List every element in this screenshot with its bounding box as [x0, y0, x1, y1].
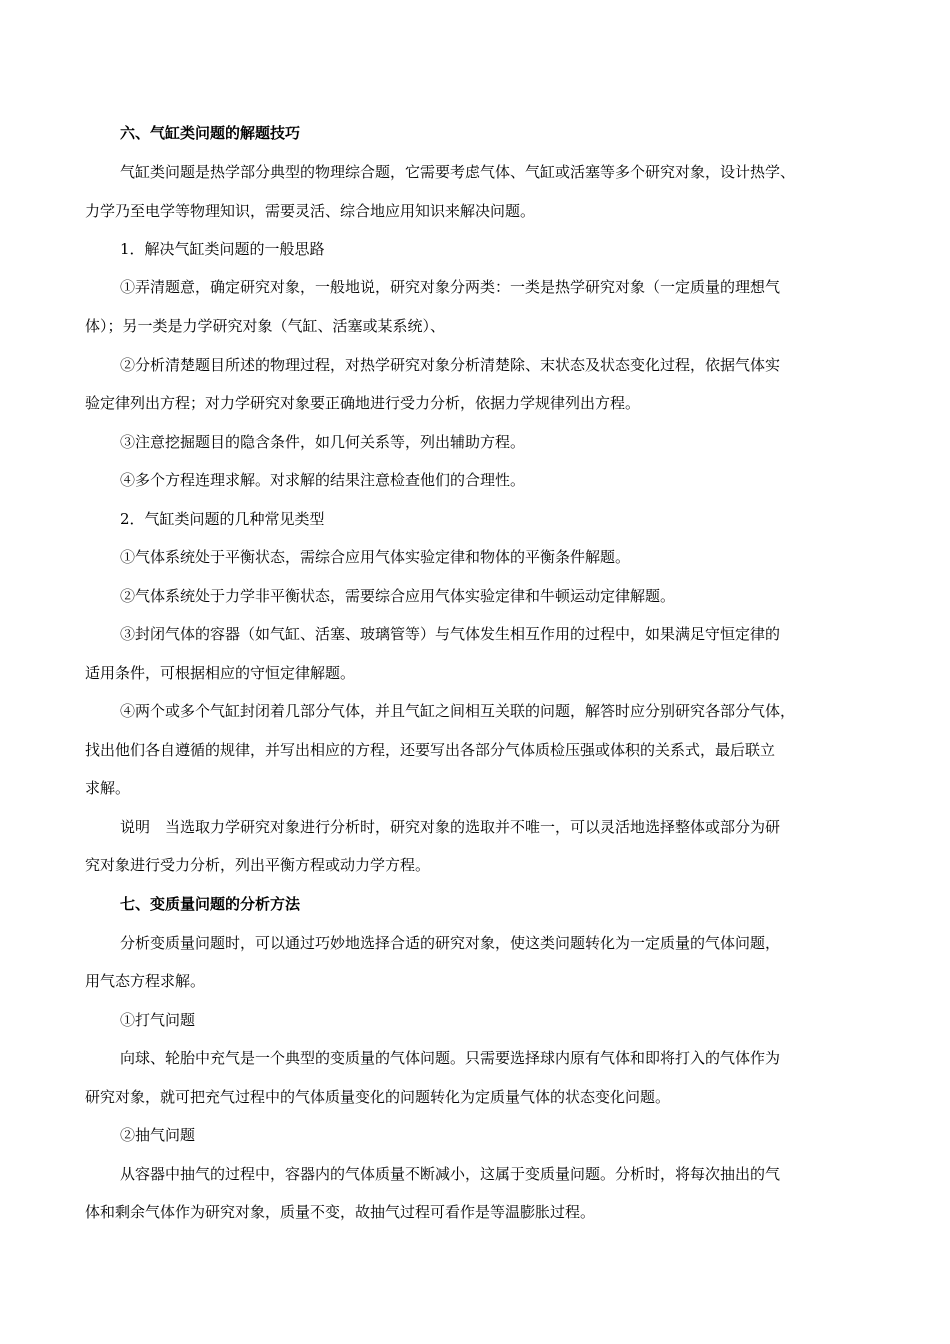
- type-4-line-3: 求解。: [85, 779, 131, 797]
- type-2: ②气体系统处于力学非平衡状态，需要综合应用气体实验定律和牛顿运动定律解题。: [120, 587, 676, 605]
- subsection-1-title: 1．解决气缸类问题的一般思路: [120, 240, 325, 258]
- section-6-intro-line-2: 力学乃至电学等物理知识，需要灵活、综合地应用知识来解决问题。: [85, 202, 536, 220]
- pump-problem-line-1: 向球、轮胎中充气是一个典型的变质量的气体问题。只需要选择球内原有气体和即将打入的气体作为: [120, 1049, 781, 1067]
- step-2-line-1: ②分析清楚题目所述的物理过程，对热学研究对象分析清楚除、末状态及状态变化过程，依据气体实: [120, 356, 781, 374]
- section-6-heading: 六、气缸类问题的解题技巧: [120, 124, 301, 142]
- subsection-2-title: 2．气缸类问题的几种常见类型: [120, 510, 325, 528]
- type-3-line-1: ③封闭气体的容器（如气缸、活塞、玻璃管等）与气体发生相互作用的过程中，如果满足守恒定律的: [120, 625, 781, 643]
- section-6-intro-line-1: 气缸类问题是热学部分典型的物理综合题，它需要考虑气体、气缸或活塞等多个研究对象，设计热学、: [120, 163, 796, 181]
- step-1-line-1: ①弄清题意，确定研究对象，一般地说，研究对象分两类：一类是热学研究对象（一定质量的理想气: [120, 278, 781, 296]
- step-3: ③注意挖掘题目的隐含条件，如几何关系等，列出辅助方程。: [120, 433, 526, 451]
- pump-problem-title: ①打气问题: [120, 1011, 196, 1029]
- step-2-line-2: 验定律列出方程；对力学研究对象要正确地进行受力分析，依据力学规律列出方程。: [85, 394, 641, 412]
- note-line-2: 究对象进行受力分析，列出平衡方程或动力学方程。: [85, 856, 431, 874]
- extract-problem-title: ②抽气问题: [120, 1126, 196, 1144]
- note-line-1: 说明 当选取力学研究对象进行分析时，研究对象的选取并不唯一，可以灵活地选择整体或部分为研: [120, 818, 781, 836]
- type-1: ①气体系统处于平衡状态，需综合应用气体实验定律和物体的平衡条件解题。: [120, 548, 631, 566]
- section-7-intro-line-1: 分析变质量问题时，可以通过巧妙地选择合适的研究对象，使这类问题转化为一定质量的气体问题，: [120, 934, 781, 952]
- section-7-intro-line-2: 用气态方程求解。: [85, 972, 206, 990]
- type-4-line-2: 找出他们各自遵循的规律，并写出相应的方程，还要写出各部分气体质检压强或体积的关系式，最后联立: [85, 741, 776, 759]
- type-3-line-2: 适用条件，可根据相应的守恒定律解题。: [85, 664, 356, 682]
- type-4-line-1: ④两个或多个气缸封闭着几部分气体，并且气缸之间相互关联的问题，解答时应分别研究各部分气体，: [120, 702, 796, 720]
- step-1-line-2: 体）；另一类是力学研究对象（气缸、活塞或某系统）、: [85, 317, 446, 335]
- pump-problem-line-2: 研究对象，就可把充气过程中的气体质量变化的问题转化为定质量气体的状态变化问题。: [85, 1088, 671, 1106]
- extract-problem-line-2: 体和剩余气体作为研究对象，质量不变，故抽气过程可看作是等温膨胀过程。: [85, 1203, 596, 1221]
- step-4: ④多个方程连理求解。对求解的结果注意检查他们的合理性。: [120, 471, 526, 489]
- extract-problem-line-1: 从容器中抽气的过程中，容器内的气体质量不断减小，这属于变质量问题。分析时，将每次抽出的气: [120, 1165, 781, 1183]
- section-7-heading: 七、变质量问题的分析方法: [120, 895, 301, 913]
